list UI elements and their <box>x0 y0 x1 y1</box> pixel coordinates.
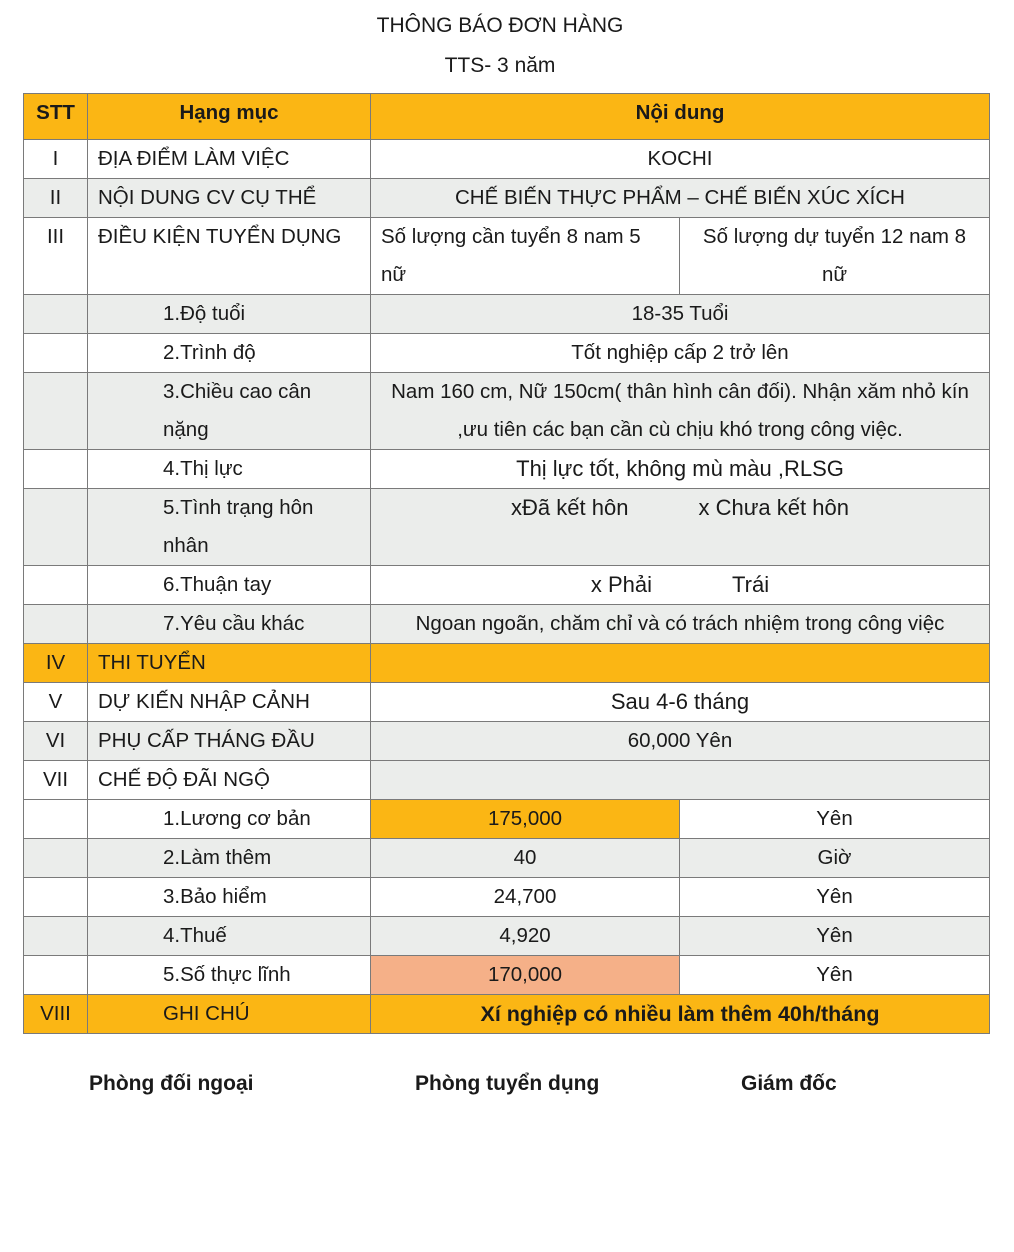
row-stt: I <box>24 140 88 179</box>
row-item: 7.Yêu cầu khác <box>88 605 371 644</box>
table-row <box>24 800 990 839</box>
table-row <box>24 644 990 683</box>
header-content: Nội dung <box>371 94 990 140</box>
row-item: ĐIỀU KIỆN TUYỂN DỤNG <box>88 218 371 295</box>
row-stt: V <box>24 683 88 722</box>
row-stt: VII <box>24 761 88 800</box>
salary-unit: Yên <box>680 800 990 839</box>
signature-director: Giám đốc <box>741 1072 837 1095</box>
row-item: PHỤ CẤP THÁNG ĐẦU <box>88 722 371 761</box>
row-value <box>371 489 990 566</box>
table-row <box>24 373 990 450</box>
row-value: CHẾ BIẾN THỰC PHẨM – CHẾ BIẾN XÚC XÍCH <box>371 179 990 218</box>
row-item: CHẾ ĐỘ ĐÃI NGỘ <box>88 761 371 800</box>
marital-option-single: x Chưa kết hôn <box>698 495 849 520</box>
row-value: Ngoan ngoãn, chăm chỉ và có trách nhiệm trong công việc <box>371 605 990 644</box>
row-item: 1.Độ tuổi <box>88 295 371 334</box>
document-title: THÔNG BÁO ĐƠN HÀNG <box>376 14 624 37</box>
row-value <box>371 566 990 605</box>
signature-recruitment: Phòng tuyển dụng <box>415 1072 600 1095</box>
row-item: 4.Thị lực <box>88 450 371 489</box>
row-item: THI TUYỂN <box>88 644 371 683</box>
row-item: 4.Thuế <box>88 917 371 956</box>
table-row <box>24 722 990 761</box>
row-item: 6.Thuận tay <box>88 566 371 605</box>
row-value: Sau 4-6 tháng <box>371 683 990 722</box>
table-row <box>24 566 990 605</box>
row-item: 2.Làm thêm <box>88 839 371 878</box>
row-stt: III <box>24 218 88 295</box>
row-value <box>371 761 990 800</box>
row-value: Tốt nghiệp cấp 2 trở lên <box>371 334 990 373</box>
table-row <box>24 489 990 566</box>
table-row <box>24 295 990 334</box>
row-stt: IV <box>24 644 88 683</box>
row-value <box>371 644 990 683</box>
table-header <box>24 94 990 140</box>
hand-option-left: Trái <box>732 572 770 597</box>
row-value: 18-35 Tuổi <box>371 295 990 334</box>
row-stt: VIII <box>24 995 88 1034</box>
row-item: GHI CHÚ <box>88 995 371 1034</box>
row-item: 5.Số thực lĩnh <box>88 956 371 995</box>
table-row <box>24 839 990 878</box>
recruit-quantity: Số lượng cần tuyển 8 nam 5 nữ <box>371 218 680 295</box>
marital-option-married: xĐã kết hôn <box>511 495 629 520</box>
row-item: ĐỊA ĐIỂM LÀM VIỆC <box>88 140 371 179</box>
tax-amount: 4,920 <box>371 917 680 956</box>
candidate-quantity: Số lượng dự tuyển 12 nam 8 nữ <box>680 218 990 295</box>
table-row <box>24 140 990 179</box>
overtime-unit: Giờ <box>680 839 990 878</box>
table-row <box>24 995 990 1034</box>
table-row <box>24 218 990 295</box>
insurance-amount: 24,700 <box>371 878 680 917</box>
table-row <box>24 956 990 995</box>
row-value: KOCHI <box>371 140 990 179</box>
salary-amount: 175,000 <box>371 800 680 839</box>
row-item: 3.Bảo hiểm <box>88 878 371 917</box>
table-row <box>24 683 990 722</box>
insurance-unit: Yên <box>680 878 990 917</box>
row-item: 5.Tình trạng hôn nhân <box>88 489 371 566</box>
tax-unit: Yên <box>680 917 990 956</box>
row-item: 3.Chiều cao cân nặng <box>88 373 371 450</box>
header-stt: STT <box>24 94 88 140</box>
signature-foreign-affairs: Phòng đối ngoại <box>89 1072 254 1095</box>
row-value: Nam 160 cm, Nữ 150cm( thân hình cân đối). Nhận xăm nhỏ kín ,ưu tiên các bạn cần cù chịu khó trong công việc. <box>371 373 990 450</box>
table-row <box>24 761 990 800</box>
row-item: NỘI DUNG CV CỤ THỂ <box>88 179 371 218</box>
row-stt: VI <box>24 722 88 761</box>
table-row <box>24 450 990 489</box>
hand-option-right: x Phải <box>590 572 653 597</box>
row-stt: II <box>24 179 88 218</box>
header-item: Hạng mục <box>88 94 371 140</box>
row-item: 2.Trình độ <box>88 334 371 373</box>
row-item: DỰ KIẾN NHẬP CẢNH <box>88 683 371 722</box>
table-row <box>24 878 990 917</box>
overtime-amount: 40 <box>371 839 680 878</box>
row-item: 1.Lương cơ bản <box>88 800 371 839</box>
order-table <box>23 93 990 1034</box>
document-subtitle: TTS- 3 năm <box>444 54 556 77</box>
table-row <box>24 917 990 956</box>
table-row <box>24 179 990 218</box>
net-amount: 170,000 <box>371 956 680 995</box>
note-value: Xí nghiệp có nhiều làm thêm 40h/tháng <box>371 995 990 1034</box>
row-value: Thị lực tốt, không mù màu ,RLSG <box>371 450 990 489</box>
table-row <box>24 334 990 373</box>
row-value: 60,000 Yên <box>371 722 990 761</box>
net-unit: Yên <box>680 956 990 995</box>
table-row <box>24 605 990 644</box>
